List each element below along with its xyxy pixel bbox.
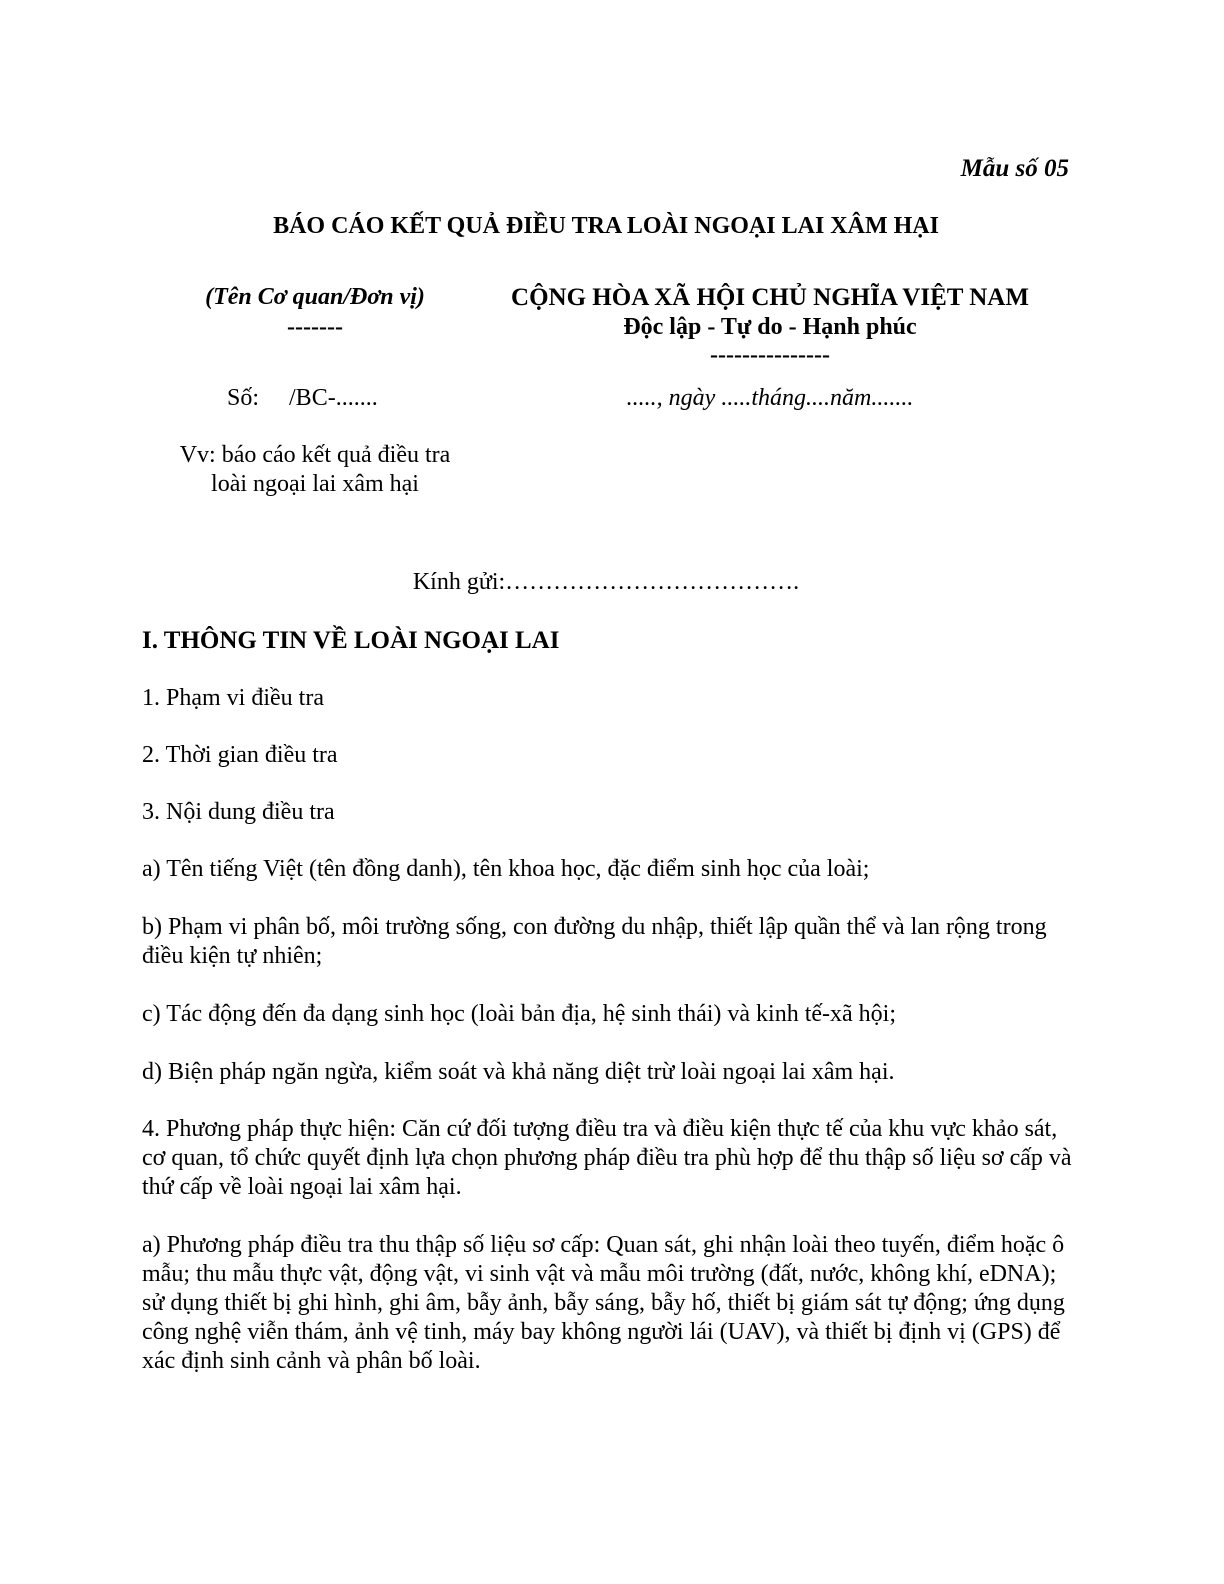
- section-heading: I. THÔNG TIN VỀ LOÀI NGOẠI LAI: [142, 627, 560, 654]
- document-number: [227, 384, 378, 413]
- item-content-a: a) Tên tiếng Việt (tên đồng danh), tên khoa học, đặc điểm sinh học của loài;: [142, 856, 870, 882]
- subject-line: [140, 441, 490, 499]
- item-content-c: c) Tác động đến đa dạng sinh học (loài bản địa, hệ sinh thái) và kinh tế-xã hội;: [142, 1001, 897, 1027]
- subject-line-2: loài ngoại lai xâm hại: [211, 471, 419, 497]
- item-content: 3. Nội dung điều tra: [142, 799, 335, 825]
- item-time: 2. Thời gian điều tra: [142, 742, 338, 768]
- item-content-d: d) Biện pháp ngăn ngừa, kiểm soát và khả năng diệt trừ loài ngoại lai xâm hại.: [142, 1059, 895, 1085]
- document-number-prefix: Số:: [227, 385, 260, 411]
- motto-divider: ---------------: [710, 342, 830, 368]
- agency-name: (Tên Cơ quan/Đơn vị): [205, 284, 425, 310]
- national-title: CỘNG HÒA XÃ HỘI CHỦ NGHĨA VIỆT NAM: [511, 284, 1029, 311]
- subject-line-1: Vv: báo cáo kết quả điều tra: [179, 442, 451, 468]
- agency-divider: -------: [287, 314, 343, 340]
- document-number-suffix: /BC-.......: [289, 385, 378, 411]
- item-content-b: b) Phạm vi phân bố, môi trường sống, con đường du nhập, thiết lập quần thể và lan rộng trong điều kiện tự nhiên;: [142, 914, 1047, 969]
- item-method: 4. Phương pháp thực hiện: Căn cứ đối tượng điều tra và điều kiện thực tế của khu vực khảo sát, cơ quan, tổ chức quyết định lựa chọn phương pháp điều tra phù hợp để thu thập số liệu sơ cấp và thứ cấp về loài ngoại lai xâm hại.: [142, 1116, 1072, 1200]
- form-number: Mẫu số 05: [960, 155, 1069, 182]
- national-motto: Độc lập - Tự do - Hạnh phúc: [623, 314, 917, 340]
- item-method-a: a) Phương pháp điều tra thu thập số liệu sơ cấp: Quan sát, ghi nhận loài theo tuyến, điểm hoặc ô mẫu; thu mẫu thực vật, động vật, vi sinh vật và mẫu môi trường (đất, nước, không khí, eDNA); sử dụng thiết bị ghi hình, ghi âm, bẫy ảnh, bẫy sáng, bẫy hố, thiết bị giám sát tự động; ứng dụng công nghệ viễn thám, ảnh vệ tinh, máy bay không người lái (UAV), và thiết bị định vị (GPS) để xác định sinh cảnh và phân bố loài.: [142, 1232, 1065, 1374]
- item-scope: 1. Phạm vi điều tra: [142, 685, 324, 711]
- date-line: ....., ngày .....tháng....năm.......: [626, 385, 914, 411]
- document-title: BÁO CÁO KẾT QUẢ ĐIỀU TRA LOÀI NGOẠI LAI XÂM HẠI: [273, 213, 939, 239]
- recipient-line: Kính gửi:……………………………….: [412, 569, 800, 595]
